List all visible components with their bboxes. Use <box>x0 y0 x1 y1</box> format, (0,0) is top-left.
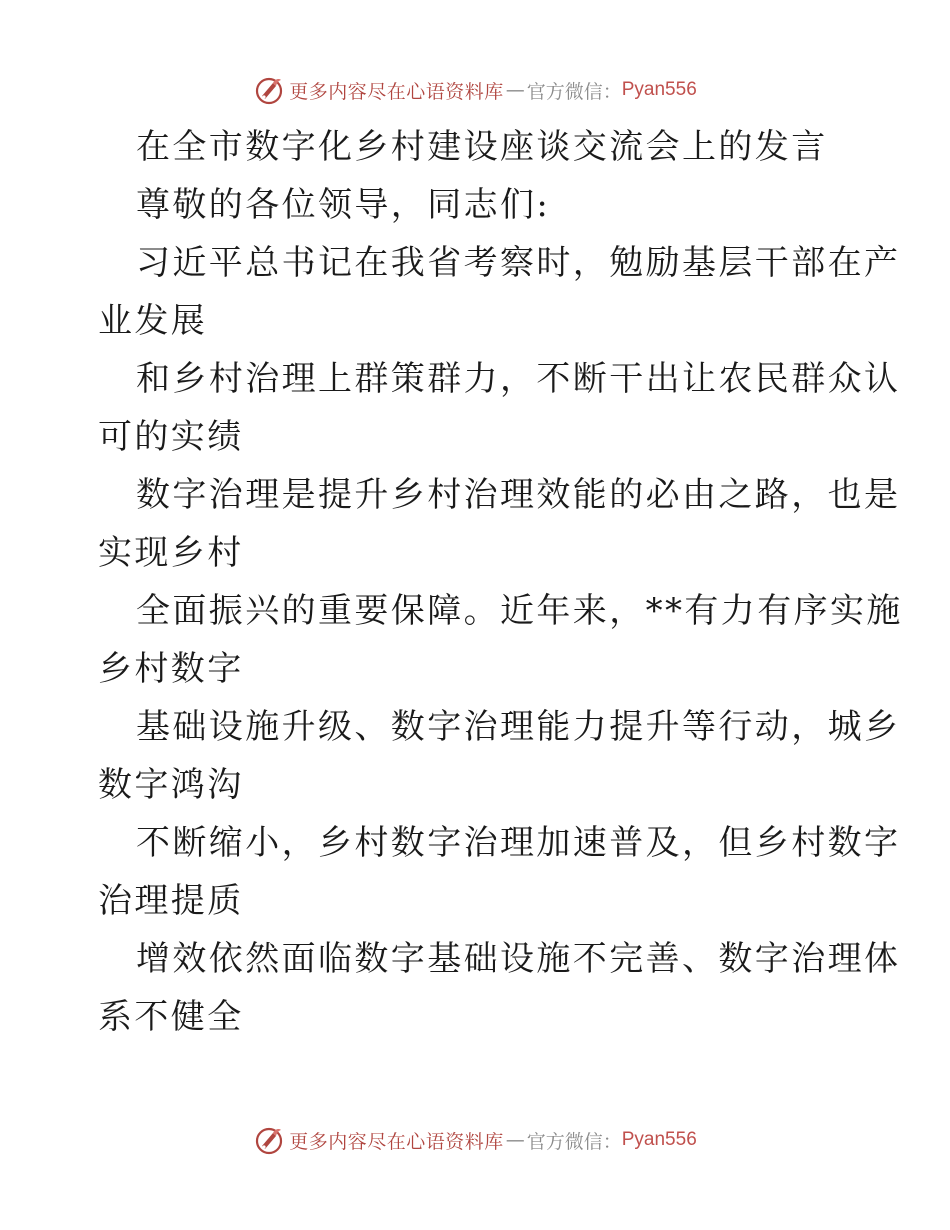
paragraph-line: 数字治理是提升乡村治理效能的必由之路，也是 <box>136 475 901 515</box>
flame-pen-logo-icon <box>253 1124 285 1156</box>
flame-pen-logo-icon <box>253 74 285 106</box>
banner-wechat-label: 官方微信： <box>526 80 622 103</box>
paragraph-line: 数字鸿沟 <box>98 765 244 805</box>
document-body <box>98 118 903 1046</box>
paragraph-line: 习近平总书记在我省考察时，勉励基层干部在产 <box>136 243 901 283</box>
paragraph-line: 基础设施升级、数字治理能力提升等行动，城乡 <box>136 707 901 747</box>
paragraph-line: 全面振兴的重要保障。近年来，**有力有序实施 <box>136 591 903 631</box>
header-banner <box>0 70 950 110</box>
footer-banner-separator: — <box>505 1129 525 1151</box>
banner-title: 更多内容尽在心语资料库 <box>289 80 504 103</box>
salutation: 尊敬的各位领导，同志们: <box>136 185 551 225</box>
footer-banner-wechat-label: 官方微信： <box>526 1130 622 1153</box>
banner-separator: — <box>505 79 525 101</box>
paragraph-line: 业发展 <box>98 301 208 341</box>
paragraph-line: 可的实绩 <box>98 417 244 457</box>
banner-wechat-id: Pyan556 <box>621 79 697 100</box>
footer-banner-wechat-id: Pyan556 <box>621 1129 697 1150</box>
document-title: 在全市数字化乡村建设座谈交流会上的发言 <box>136 127 828 167</box>
paragraph-line: 乡村数字 <box>98 649 244 689</box>
paragraph-line: 实现乡村 <box>98 533 244 573</box>
paragraph-line: 不断缩小，乡村数字治理加速普及，但乡村数字 <box>136 823 901 863</box>
paragraph-line: 系不健全 <box>98 997 244 1037</box>
footer-banner-title: 更多内容尽在心语资料库 <box>289 1130 504 1153</box>
paragraph-line: 和乡村治理上群策群力，不断干出让农民群众认 <box>136 359 901 399</box>
footer-banner <box>0 1120 950 1160</box>
paragraph-line: 治理提质 <box>98 881 244 921</box>
paragraph-line: 增效依然面临数字基础设施不完善、数字治理体 <box>136 939 901 979</box>
